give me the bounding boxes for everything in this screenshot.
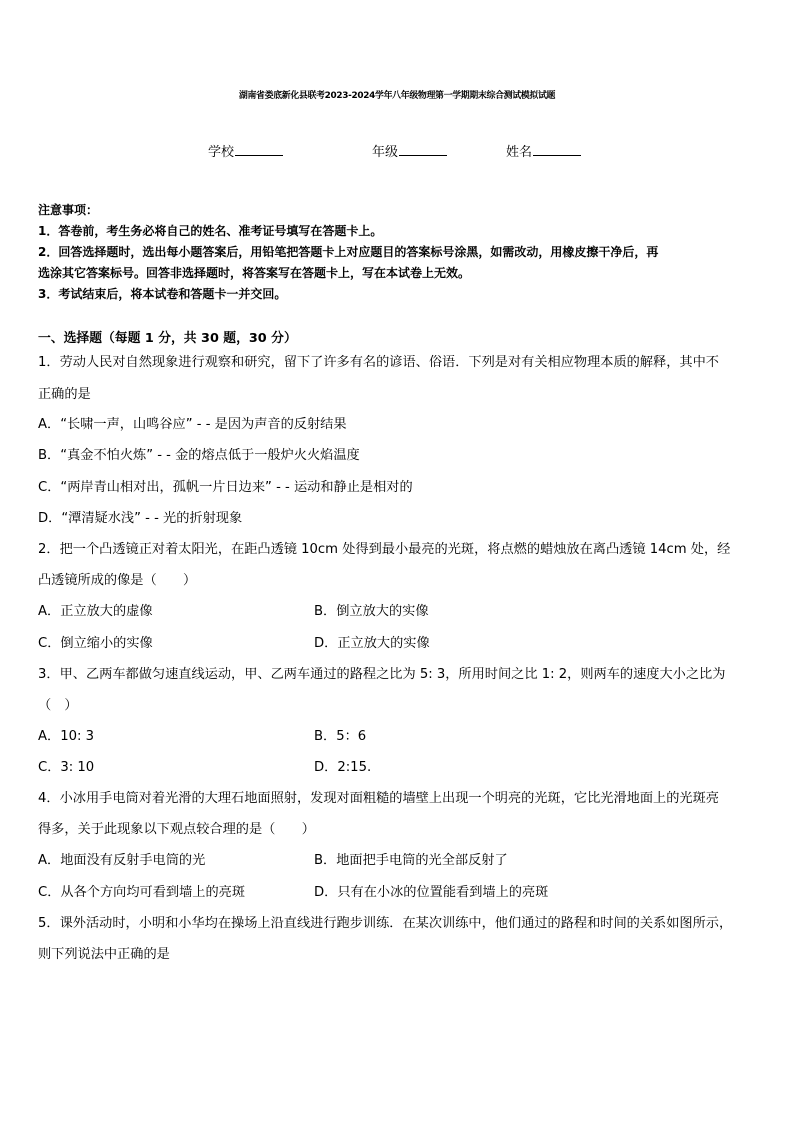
page-title: 湖南省娄底新化县联考2023-2024学年八年级物理第一学期期末综合测试模拟试题 xyxy=(238,91,556,101)
question-1-line-1: 1．劳动人民对自然现象进行观察和研究，留下了许多有名的谚语、俗语．下列是对有关相应物理本质的解释，其中不 xyxy=(38,355,719,370)
school-field[interactable] xyxy=(208,141,283,160)
question-2-option-b: B．倒立放大的实像 xyxy=(314,604,429,619)
question-1-option-d: D．“潭清疑水浅” - - 光的折射现象 xyxy=(38,511,243,526)
question-3-option-b: B．5：6 xyxy=(314,729,367,744)
section-heading: 一、选择题（每题 1 分，共 30 题，30 分） xyxy=(38,331,297,346)
question-1-option-a: A．“长啸一声，山鸣谷应” - - 是因为声音的反射结果 xyxy=(38,417,347,432)
notice-item-3: 3．考试结束后，将本试卷和答题卡一并交回。 xyxy=(38,287,287,301)
question-3-option-a: A．10: 3 xyxy=(38,729,95,744)
question-2-option-d: D．正立放大的实像 xyxy=(314,636,430,651)
question-2-line-1: 2．把一个凸透镜正对着太阳光，在距凸透镜 10cm 处得到最小最亮的光斑，将点燃的蜡烛放在离凸透镜 14cm 处，经 xyxy=(38,542,731,557)
school-label: 学校 xyxy=(208,145,235,160)
question-3-line-2: （ ） xyxy=(38,698,78,713)
name-label: 姓名 xyxy=(506,145,533,160)
notice-heading: 注意事项： xyxy=(38,203,99,217)
notice-item-2-line-2: 选涂其它答案标号。回答非选择题时，将答案写在答题卡上，写在本试卷上无效。 xyxy=(38,266,471,280)
question-4-option-b: B．地面把手电筒的光全部反射了 xyxy=(314,853,508,868)
question-4-option-a: A．地面没有反射手电筒的光 xyxy=(38,853,206,868)
question-2-line-2: 凸透镜所成的像是（ ） xyxy=(38,573,197,588)
question-2-option-c: C．倒立缩小的实像 xyxy=(38,636,153,651)
question-4-option-c: C．从各个方向均可看到墙上的亮斑 xyxy=(38,885,246,900)
question-4-line-2: 得多，关于此现象以下观点较合理的是（ ） xyxy=(38,822,315,837)
question-2-option-a: A．正立放大的虚像 xyxy=(38,604,153,619)
question-3-line-1: 3．甲、乙两车都做匀速直线运动，甲、乙两车通过的路程之比为 5: 3，所用时间之比 1: 2，则两车的速度大小之比为 xyxy=(38,667,726,682)
question-3-option-d: D．2:15. xyxy=(314,760,372,775)
name-field[interactable] xyxy=(506,141,581,160)
grade-field[interactable] xyxy=(372,141,447,160)
notice-item-2-line-1: 2．回答选择题时，选出每小题答案后，用铅笔把答题卡上对应题目的答案标号涂黑，如需改动，用橡皮擦干净后，再 xyxy=(38,245,659,259)
question-5-line-1: 5．课外活动时，小明和小华均在操场上沿直线进行跑步训练．在某次训练中，他们通过的路程和时间的关系如图所示， xyxy=(38,916,733,931)
question-3-option-c: C．3: 10 xyxy=(38,760,95,775)
question-1-option-b: B．“真金不怕火炼” - - 金的熔点低于一般炉火火焰温度 xyxy=(38,448,360,463)
grade-blank[interactable] xyxy=(399,142,447,156)
question-1-option-c: C．“两岸青山相对出，孤帆一片日边来” - - 运动和静止是相对的 xyxy=(38,480,413,495)
question-4-option-d: D．只有在小冰的位置能看到墙上的亮斑 xyxy=(314,885,549,900)
grade-label: 年级 xyxy=(372,145,399,160)
name-blank[interactable] xyxy=(533,142,581,156)
notice-item-1: 1．答卷前，考生务必将自己的姓名、准考证号填写在答题卡上。 xyxy=(38,224,383,238)
question-5-line-2: 则下列说法中正确的是 xyxy=(38,947,170,962)
school-blank[interactable] xyxy=(235,142,283,156)
question-4-line-1: 4．小冰用手电筒对着光滑的大理石地面照射，发现对面粗糙的墙壁上出现一个明亮的光斑，它比光滑地面上的光斑亮 xyxy=(38,791,719,806)
question-1-line-2: 正确的是 xyxy=(38,387,91,402)
